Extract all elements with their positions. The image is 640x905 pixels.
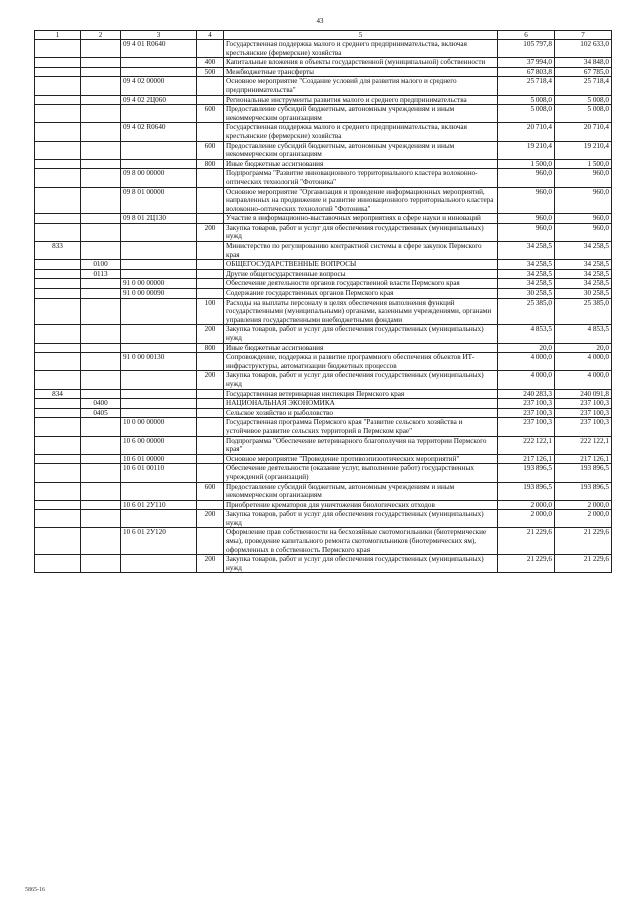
target-article-code (121, 105, 197, 123)
expense-type-code (197, 353, 224, 371)
table-row (35, 67, 612, 77)
ministry-code (35, 482, 81, 500)
header-col-2: 2 (81, 31, 121, 40)
table-row (35, 399, 612, 409)
ministry-code (35, 408, 81, 418)
table-row (35, 58, 612, 68)
expense-type-code (197, 187, 224, 214)
amount-year-2: 19 210,4 (555, 141, 612, 159)
item-name: Государственная поддержка малого и среднего предпринимательства, включая крестьянские (фермерские) хозяйства (224, 40, 498, 58)
ministry-code (35, 289, 81, 299)
expense-type-code: 200 (197, 223, 224, 241)
header-col-1: 1 (35, 31, 81, 40)
table-row (35, 418, 612, 436)
expense-type-code (197, 500, 224, 510)
amount-year-1: 960,0 (498, 187, 555, 214)
section-code (81, 289, 121, 299)
ministry-code (35, 77, 81, 95)
table-row (35, 325, 612, 343)
amount-year-2: 20 710,4 (555, 123, 612, 141)
amount-year-2: 34 848,0 (555, 58, 612, 68)
expense-type-code: 600 (197, 105, 224, 123)
table-row (35, 214, 612, 224)
section-code (81, 418, 121, 436)
target-article-code: 09 4 02 R0640 (121, 123, 197, 141)
item-name: Основное мероприятие "Организация и проведение информационных мероприятий, направленных на продвижение и развитие инновационного территориального кластера волоконно-оптических технологий "Фотоника" (224, 187, 498, 214)
table-row (35, 40, 612, 58)
section-code (81, 58, 121, 68)
table-row (35, 159, 612, 169)
expense-type-code (197, 242, 224, 260)
section-code (81, 95, 121, 105)
amount-year-2: 34 258,5 (555, 269, 612, 279)
section-code (81, 187, 121, 214)
ministry-code (35, 464, 81, 482)
ministry-code (35, 169, 81, 187)
amount-year-1: 222 122,1 (498, 436, 555, 454)
amount-year-2: 960,0 (555, 223, 612, 241)
item-name: Оформление прав собственности на бесхозяйные скотомогильники (биотермические ямы), проведение капитального ремонта скотомогильников (биотермических ям), оформленных в собственность Пермского края (224, 528, 498, 555)
target-article-code (121, 58, 197, 68)
ministry-code (35, 500, 81, 510)
table-row (35, 269, 612, 279)
page-number: 43 (316, 17, 324, 25)
amount-year-2: 237 100,3 (555, 408, 612, 418)
expense-type-code (197, 289, 224, 299)
table-row (35, 169, 612, 187)
amount-year-2: 222 122,1 (555, 436, 612, 454)
amount-year-2: 102 633,0 (555, 40, 612, 58)
amount-year-2: 240 091,8 (555, 389, 612, 399)
ministry-code (35, 371, 81, 389)
item-name: Предоставление субсидий бюджетным, автономным учреждениям и иным некоммерческим организациям (224, 105, 498, 123)
item-name: Основное мероприятие "Проведение противоэпизоотических мероприятий" (224, 454, 498, 464)
table-row (35, 343, 612, 353)
amount-year-1: 1 500,0 (498, 159, 555, 169)
expense-type-code (197, 408, 224, 418)
section-code (81, 371, 121, 389)
amount-year-1: 34 258,5 (498, 242, 555, 260)
table-row (35, 482, 612, 500)
amount-year-1: 2 000,0 (498, 510, 555, 528)
target-article-code (121, 242, 197, 260)
section-code (81, 123, 121, 141)
amount-year-2: 5 008,0 (555, 95, 612, 105)
amount-year-1: 25 385,0 (498, 298, 555, 325)
target-article-code (121, 482, 197, 500)
item-name: Приобретение крематоров для уничтожения биологических отходов (224, 500, 498, 510)
amount-year-1: 25 718,4 (498, 77, 555, 95)
item-name: Межбюджетные трансферты (224, 67, 498, 77)
table-row (35, 95, 612, 105)
budget-table (34, 30, 612, 573)
expense-type-code: 200 (197, 371, 224, 389)
ministry-code (35, 343, 81, 353)
ministry-code (35, 159, 81, 169)
section-code (81, 389, 121, 399)
amount-year-1: 30 258,5 (498, 289, 555, 299)
header-col-4: 4 (197, 31, 224, 40)
target-article-code (121, 141, 197, 159)
table-row (35, 260, 612, 270)
section-code: 0100 (81, 260, 121, 270)
item-name: Другие общегосударственные вопросы (224, 269, 498, 279)
target-article-code: 10 6 01 2У110 (121, 500, 197, 510)
item-name: Региональные инструменты развития малого и среднего предпринимательства (224, 95, 498, 105)
ministry-code (35, 95, 81, 105)
amount-year-1: 217 126,1 (498, 454, 555, 464)
target-article-code (121, 159, 197, 169)
header-col-3: 3 (121, 31, 197, 40)
expense-type-code: 200 (197, 510, 224, 528)
section-code (81, 105, 121, 123)
item-name: Обеспечение деятельности органов государственной власти Пермского края (224, 279, 498, 289)
table-row (35, 500, 612, 510)
amount-year-2: 193 896,5 (555, 482, 612, 500)
table-row (35, 77, 612, 95)
expense-type-code: 200 (197, 325, 224, 343)
item-name: Содержание государственных органов Пермского края (224, 289, 498, 299)
target-article-code: 10 6 01 00110 (121, 464, 197, 482)
section-code (81, 454, 121, 464)
ministry-code (35, 353, 81, 371)
expense-type-code: 600 (197, 141, 224, 159)
amount-year-2: 67 785,0 (555, 67, 612, 77)
item-name: Государственная поддержка малого и среднего предпринимательства, включая крестьянские (фермерские) хозяйства (224, 123, 498, 141)
section-code: 0400 (81, 399, 121, 409)
target-article-code (121, 371, 197, 389)
ministry-code: 834 (35, 389, 81, 399)
ministry-code (35, 141, 81, 159)
header-col-7: 7 (555, 31, 612, 40)
document-code: 5865-16 (25, 887, 45, 893)
section-code (81, 169, 121, 187)
amount-year-1: 193 896,5 (498, 482, 555, 500)
ministry-code (35, 555, 81, 573)
amount-year-2: 34 258,5 (555, 279, 612, 289)
expense-type-code (197, 418, 224, 436)
ministry-code (35, 269, 81, 279)
table-row (35, 464, 612, 482)
target-article-code: 10 6 00 00000 (121, 436, 197, 454)
target-article-code (121, 389, 197, 399)
amount-year-2: 4 000,0 (555, 353, 612, 371)
amount-year-2: 960,0 (555, 187, 612, 214)
expense-type-code: 500 (197, 67, 224, 77)
expense-type-code (197, 389, 224, 399)
ministry-code (35, 105, 81, 123)
ministry-code (35, 325, 81, 343)
amount-year-1: 237 100,3 (498, 399, 555, 409)
item-name: Подпрограмма "Обеспечение ветеринарного благополучия на территории Пермского края" (224, 436, 498, 454)
target-article-code: 10 6 01 2У120 (121, 528, 197, 555)
section-code (81, 343, 121, 353)
header-row (35, 31, 612, 40)
target-article-code (121, 325, 197, 343)
ministry-code (35, 418, 81, 436)
expense-type-code (197, 269, 224, 279)
amount-year-2: 34 258,5 (555, 260, 612, 270)
amount-year-1: 19 210,4 (498, 141, 555, 159)
target-article-code: 09 8 01 2Ц130 (121, 214, 197, 224)
ministry-code (35, 123, 81, 141)
amount-year-2: 960,0 (555, 214, 612, 224)
item-name: Сельское хозяйство и рыболовство (224, 408, 498, 418)
section-code (81, 528, 121, 555)
expense-type-code: 800 (197, 343, 224, 353)
item-name: НАЦИОНАЛЬНАЯ ЭКОНОМИКА (224, 399, 498, 409)
amount-year-2: 237 100,3 (555, 418, 612, 436)
amount-year-1: 4 000,0 (498, 371, 555, 389)
target-article-code: 09 8 01 00000 (121, 187, 197, 214)
amount-year-2: 20,0 (555, 343, 612, 353)
ministry-code (35, 399, 81, 409)
item-name: Закупка товаров, работ и услуг для обеспечения государственных (муниципальных) нужд (224, 510, 498, 528)
expense-type-code (197, 40, 224, 58)
item-name: Предоставление субсидий бюджетным, автономным учреждениям и иным некоммерческим организациям (224, 482, 498, 500)
table-row (35, 223, 612, 241)
table-row (35, 510, 612, 528)
amount-year-2: 1 500,0 (555, 159, 612, 169)
item-name: Подпрограмма "Развитие инновационного территориального кластера волоконно-оптических технологий "Фотоника" (224, 169, 498, 187)
amount-year-2: 237 100,3 (555, 399, 612, 409)
amount-year-2: 34 258,5 (555, 242, 612, 260)
table-row (35, 371, 612, 389)
item-name: Государственная программа Пермского края "Развитие сельского хозяйства и устойчивое развитие сельских территорий в Пермском крае" (224, 418, 498, 436)
expense-type-code: 800 (197, 159, 224, 169)
item-name: ОБЩЕГОСУДАРСТВЕННЫЕ ВОПРОСЫ (224, 260, 498, 270)
section-code (81, 279, 121, 289)
expense-type-code: 600 (197, 482, 224, 500)
amount-year-1: 105 797,8 (498, 40, 555, 58)
table-row (35, 187, 612, 214)
target-article-code: 10 0 00 00000 (121, 418, 197, 436)
section-code (81, 482, 121, 500)
target-article-code (121, 408, 197, 418)
table-row (35, 298, 612, 325)
table-row (35, 242, 612, 260)
ministry-code (35, 260, 81, 270)
amount-year-2: 4 853,5 (555, 325, 612, 343)
ministry-code (35, 528, 81, 555)
item-name: Расходы на выплаты персоналу в целях обеспечения выполнения функций государственными (муниципальными) органами, казенными учреждениями, органами управления государственными внебюджетными фондами (224, 298, 498, 325)
amount-year-2: 21 229,6 (555, 528, 612, 555)
item-name: Закупка товаров, работ и услуг для обеспечения государственных (муниципальных) нужд (224, 371, 498, 389)
expense-type-code (197, 464, 224, 482)
amount-year-2: 5 008,0 (555, 105, 612, 123)
table-row (35, 436, 612, 454)
target-article-code (121, 223, 197, 241)
section-code (81, 67, 121, 77)
ministry-code (35, 298, 81, 325)
target-article-code: 91 0 00 00000 (121, 279, 197, 289)
amount-year-2: 2 000,0 (555, 510, 612, 528)
item-name: Сопровождение, поддержка и развитие программного обеспечения объектов ИТ-инфраструктуры, автоматизации бюджетных процессов (224, 353, 498, 371)
table-row (35, 141, 612, 159)
section-code (81, 242, 121, 260)
ministry-code (35, 436, 81, 454)
amount-year-1: 5 008,0 (498, 105, 555, 123)
amount-year-1: 34 258,5 (498, 269, 555, 279)
table-row (35, 353, 612, 371)
amount-year-1: 34 258,5 (498, 279, 555, 289)
amount-year-2: 25 385,0 (555, 298, 612, 325)
amount-year-1: 37 994,0 (498, 58, 555, 68)
ministry-code (35, 454, 81, 464)
item-name: Предоставление субсидий бюджетным, автономным учреждениям и иным некоммерческим организациям (224, 141, 498, 159)
amount-year-1: 21 229,6 (498, 555, 555, 573)
ministry-code (35, 279, 81, 289)
expense-type-code: 200 (197, 555, 224, 573)
item-name: Основное мероприятие "Создание условий для развития малого и среднего предпринимательства" (224, 77, 498, 95)
section-code (81, 436, 121, 454)
expense-type-code (197, 528, 224, 555)
section-code (81, 353, 121, 371)
target-article-code: 91 0 00 00130 (121, 353, 197, 371)
section-code: 0113 (81, 269, 121, 279)
amount-year-2: 4 000,0 (555, 371, 612, 389)
item-name: Государственная ветеринарная инспекция Пермского края (224, 389, 498, 399)
expense-type-code (197, 279, 224, 289)
target-article-code (121, 399, 197, 409)
amount-year-1: 4 853,5 (498, 325, 555, 343)
table-row (35, 555, 612, 573)
section-code (81, 325, 121, 343)
amount-year-1: 960,0 (498, 214, 555, 224)
target-article-code (121, 510, 197, 528)
target-article-code: 09 4 01 R0640 (121, 40, 197, 58)
amount-year-1: 20 710,4 (498, 123, 555, 141)
amount-year-1: 34 258,5 (498, 260, 555, 270)
expense-type-code (197, 399, 224, 409)
header-col-5: 5 (224, 31, 498, 40)
amount-year-2: 2 000,0 (555, 500, 612, 510)
expense-type-code: 400 (197, 58, 224, 68)
ministry-code (35, 58, 81, 68)
amount-year-1: 960,0 (498, 223, 555, 241)
target-article-code: 10 6 01 00000 (121, 454, 197, 464)
amount-year-1: 20,0 (498, 343, 555, 353)
amount-year-2: 25 718,4 (555, 77, 612, 95)
item-name: Участие в информационно-выставочных мероприятиях в сфере науки и инноваций (224, 214, 498, 224)
item-name: Иные бюджетные ассигнования (224, 159, 498, 169)
ministry-code: 833 (35, 242, 81, 260)
table-row (35, 528, 612, 555)
ministry-code (35, 40, 81, 58)
section-code (81, 77, 121, 95)
amount-year-2: 30 258,5 (555, 289, 612, 299)
target-article-code (121, 555, 197, 573)
header-col-6: 6 (498, 31, 555, 40)
amount-year-2: 21 229,6 (555, 555, 612, 573)
target-article-code: 09 4 02 2Ц060 (121, 95, 197, 105)
target-article-code (121, 67, 197, 77)
amount-year-1: 237 100,3 (498, 418, 555, 436)
expense-type-code (197, 95, 224, 105)
item-name: Закупка товаров, работ и услуг для обеспечения государственных (муниципальных) нужд (224, 325, 498, 343)
table-row (35, 408, 612, 418)
item-name: Обеспечение деятельности (оказание услуг, выполнение работ) государственных учреждений (организаций) (224, 464, 498, 482)
ministry-code (35, 187, 81, 214)
item-name: Закупка товаров, работ и услуг для обеспечения государственных (муниципальных) нужд (224, 223, 498, 241)
item-name: Иные бюджетные ассигнования (224, 343, 498, 353)
item-name: Закупка товаров, работ и услуг для обеспечения государственных (муниципальных) нужд (224, 555, 498, 573)
item-name: Министерство по регулированию контрактной системы в сфере закупок Пермского края (224, 242, 498, 260)
ministry-code (35, 67, 81, 77)
target-article-code (121, 343, 197, 353)
amount-year-1: 4 000,0 (498, 353, 555, 371)
amount-year-1: 960,0 (498, 169, 555, 187)
target-article-code (121, 269, 197, 279)
target-article-code: 09 4 02 00000 (121, 77, 197, 95)
table-row (35, 454, 612, 464)
table-row (35, 105, 612, 123)
target-article-code: 91 0 00 00090 (121, 289, 197, 299)
table-row (35, 279, 612, 289)
expense-type-code (197, 436, 224, 454)
section-code (81, 40, 121, 58)
item-name: Капитальные вложения в объекты государственной (муниципальной) собственности (224, 58, 498, 68)
section-code (81, 141, 121, 159)
expense-type-code (197, 214, 224, 224)
amount-year-1: 21 229,6 (498, 528, 555, 555)
table-row (35, 289, 612, 299)
section-code (81, 298, 121, 325)
expense-type-code (197, 260, 224, 270)
ministry-code (35, 510, 81, 528)
target-article-code (121, 298, 197, 325)
section-code (81, 223, 121, 241)
section-code: 0405 (81, 408, 121, 418)
amount-year-1: 5 008,0 (498, 95, 555, 105)
ministry-code (35, 223, 81, 241)
table-row (35, 389, 612, 399)
table-row (35, 123, 612, 141)
section-code (81, 510, 121, 528)
amount-year-1: 67 803,8 (498, 67, 555, 77)
section-code (81, 555, 121, 573)
amount-year-2: 217 126,1 (555, 454, 612, 464)
target-article-code: 09 8 00 00000 (121, 169, 197, 187)
amount-year-2: 193 896,5 (555, 464, 612, 482)
expense-type-code (197, 77, 224, 95)
section-code (81, 464, 121, 482)
expense-type-code (197, 123, 224, 141)
amount-year-1: 2 000,0 (498, 500, 555, 510)
section-code (81, 214, 121, 224)
expense-type-code: 100 (197, 298, 224, 325)
section-code (81, 500, 121, 510)
expense-type-code (197, 454, 224, 464)
amount-year-1: 240 283,3 (498, 389, 555, 399)
expense-type-code (197, 169, 224, 187)
amount-year-2: 960,0 (555, 169, 612, 187)
section-code (81, 159, 121, 169)
ministry-code (35, 214, 81, 224)
amount-year-1: 193 896,5 (498, 464, 555, 482)
amount-year-1: 237 100,3 (498, 408, 555, 418)
target-article-code (121, 260, 197, 270)
